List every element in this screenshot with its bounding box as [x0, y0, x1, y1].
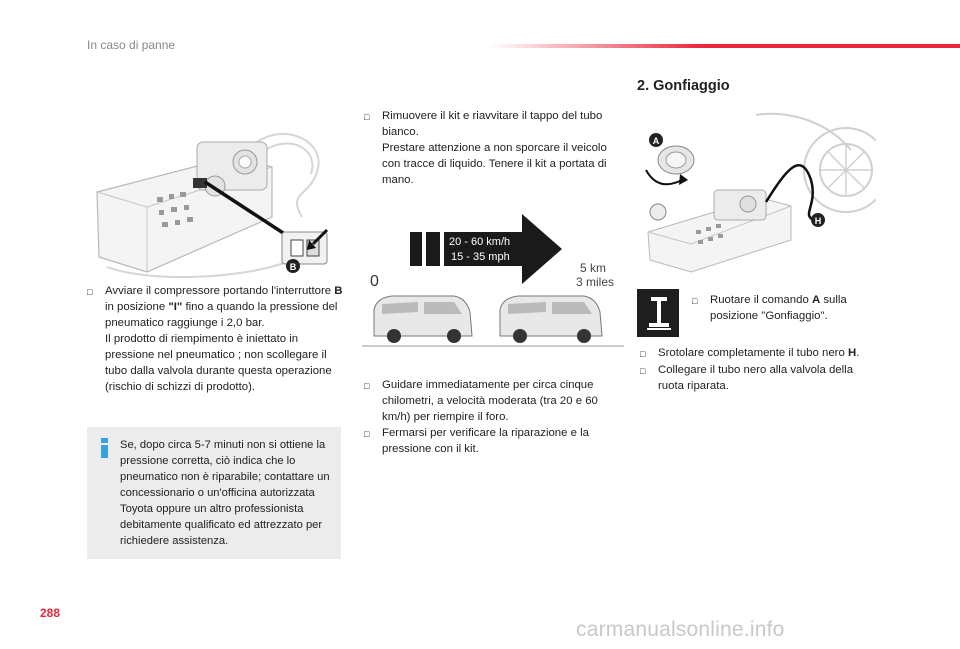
list-item	[640, 345, 880, 362]
control-label-a: A	[811, 294, 821, 306]
section-title: 2. Gonfiaggio	[637, 78, 730, 94]
rotate-control-instruction	[692, 292, 870, 324]
van-left	[374, 296, 472, 343]
instruction-text: in posizione	[105, 301, 169, 313]
callout-label-b: B	[289, 262, 297, 272]
bullet-marker: □	[364, 381, 370, 391]
compressor-instructions	[87, 283, 345, 395]
bullet-marker: □	[692, 296, 698, 306]
inflation-kit-illustration	[636, 110, 876, 280]
instruction-text: Fermarsi per verificare la riparazione e la pressione con il kit.	[382, 427, 590, 455]
instruction-note: Il prodotto di riempimento è iniettato in pressione nel pneumatico ; non scollegare il tubo dalla valvola durante questa operazione (rischio di schizzi di prodotto).	[105, 333, 332, 393]
bullet-marker: □	[640, 366, 646, 376]
list-item	[640, 362, 880, 394]
driving-instructions	[364, 377, 622, 457]
callout-label-h: H	[814, 216, 822, 226]
instruction-text: fino a quando la pressione del pneumatico raggiunge i 2,0 bar.	[105, 301, 338, 329]
instruction-text: Collegare il tubo nero alla valvola della ruota riparata.	[658, 364, 854, 392]
instruction-text: Avviare il compressore portando l'interruttore	[105, 285, 335, 297]
instruction-text: Srotolare completamente il tubo nero	[658, 347, 848, 359]
hose-instructions	[640, 345, 880, 394]
speed-mph-label: 15 - 35 mph	[451, 251, 510, 263]
watermark: carmanualsonline.info	[576, 618, 785, 641]
instruction-text: .	[856, 347, 860, 359]
start-distance-label: 0	[370, 273, 379, 290]
info-icon	[97, 438, 111, 458]
pump-icon	[637, 289, 679, 337]
distance-miles-label: 3 miles	[575, 275, 614, 289]
van-right	[500, 296, 602, 343]
switch-label-b: B	[334, 285, 343, 297]
info-text: Se, dopo circa 5-7 minuti non si ottiene la pressione corretta, ciò indica che lo pneumatico non è riparabile; contattare un concessionario o un'officina autorizzata Toyota oppure un altro professionista debitamente qualificato ed attrezzato per richiedere assistenza.	[120, 439, 330, 547]
bullet-marker: □	[640, 349, 646, 359]
instruction-text: Rimuovere il kit e riavvitare il tappo del tubo bianco.	[382, 110, 603, 138]
hose-label-h: H	[847, 347, 857, 359]
list-item	[364, 425, 622, 457]
instruction-text: Guidare immediatamente per circa cinque chilometri, a velocità moderata (tra 20 e 60 km/h) per riempire il foro.	[382, 379, 598, 423]
info-box	[87, 427, 341, 559]
header-accent-bar	[490, 44, 960, 48]
remove-kit-instructions	[364, 108, 622, 188]
compressor-switch-illustration	[87, 122, 341, 282]
bullet-marker: □	[87, 287, 93, 297]
bullet-marker: □	[364, 112, 370, 122]
instruction-note: Prestare attenzione a non sporcare il veicolo con tracce di liquido. Tenere il kit a portata di mano.	[382, 142, 607, 186]
bullet-marker: □	[364, 429, 370, 439]
section-header-title: In caso di panne	[87, 38, 176, 52]
switch-position-label: "I"	[168, 301, 183, 313]
callout-label-a: A	[652, 136, 660, 146]
speed-kmh-label: 20 - 60 km/h	[449, 236, 511, 248]
list-item	[364, 377, 622, 425]
distance-km-label: 5 km	[579, 261, 606, 275]
instruction-text: sulla posizione "Gonfiaggio".	[710, 294, 847, 322]
instruction-text: Ruotare il comando	[710, 294, 812, 306]
speed-distance-illustration	[362, 212, 624, 350]
page-number: 288	[40, 606, 61, 620]
